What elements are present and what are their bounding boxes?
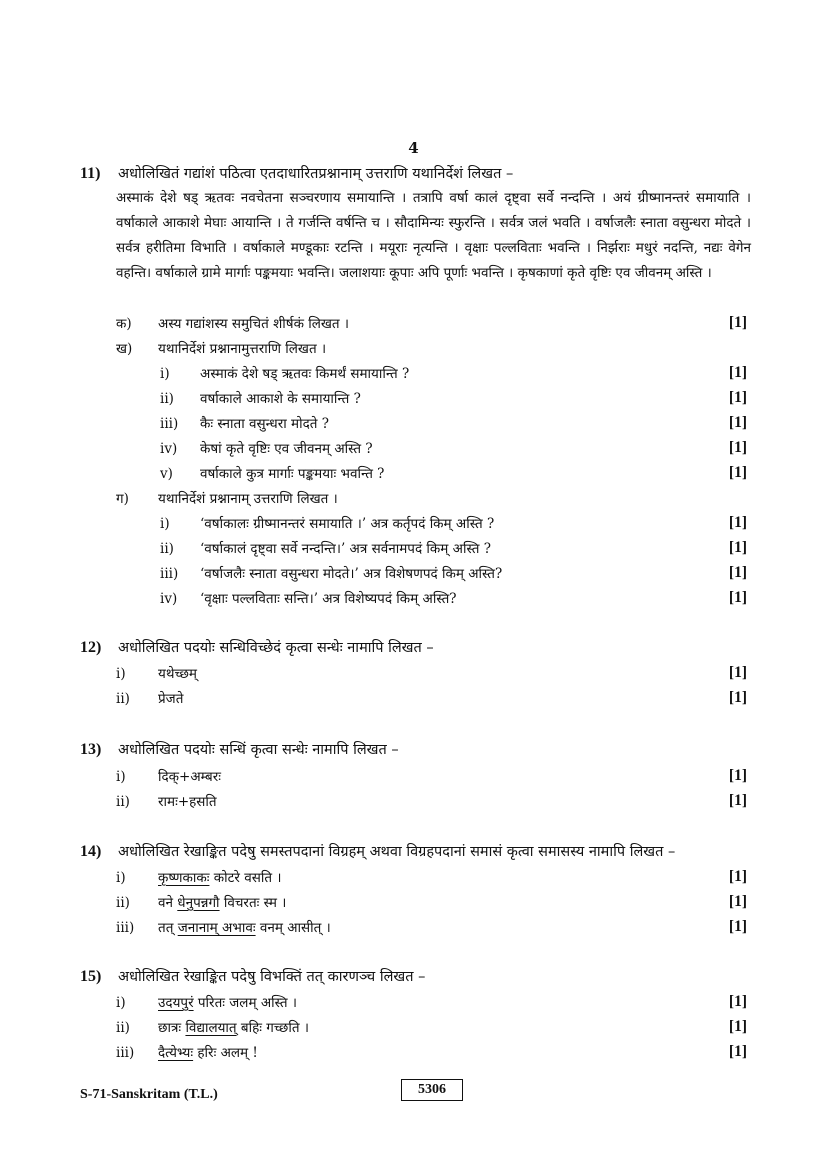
list-item: [160, 437, 373, 462]
item-text-rest: बहिः गच्छति ।: [236, 1020, 309, 1036]
marks: [1]: [728, 893, 747, 910]
paper-code-footer: S-71-Sanskritam (T.L.): [80, 1087, 218, 1102]
question-number: 13): [80, 741, 102, 758]
item-number: v): [160, 466, 173, 482]
sub-question-label: ग): [116, 491, 129, 507]
list-item: [116, 662, 197, 687]
item-number: ii): [160, 391, 174, 407]
item-text: [158, 866, 281, 891]
item-number: i): [116, 995, 126, 1011]
sub-question-label: ख): [116, 341, 133, 357]
page-number: 4: [408, 139, 419, 157]
item-number: ii): [116, 895, 130, 911]
item-number: ii): [116, 794, 130, 810]
sub-question-label: क): [116, 316, 132, 332]
list-item: [116, 687, 183, 712]
question-instruction: अधोलिखित पदयोः सन्धिविच्छेदं कृत्वा सन्धेः नामापि लिखत –: [118, 640, 434, 656]
question-number: 15): [80, 968, 102, 985]
marks: [1]: [728, 364, 747, 381]
list-item: [160, 537, 491, 562]
marks: [1]: [728, 868, 747, 885]
item-text: वर्षाकाले आकाशे के समायान्ति ?: [200, 391, 361, 407]
sub-question-text: अस्य गद्यांशस्य समुचितं शीर्षकं लिखत ।: [158, 316, 350, 332]
item-number: iii): [116, 1045, 135, 1061]
marks: [1]: [728, 664, 747, 681]
item-text-pre: तत्: [158, 920, 178, 936]
sub-question-ga: [116, 487, 338, 512]
marks: [1]: [728, 514, 747, 531]
question-instruction: अधोलिखित रेखाङ्कित पदेषु समस्तपदानां विग्रहम् अथवा विग्रहपदानां समासं कृत्वा समासस्य नामापि लिखत –: [118, 844, 676, 860]
reading-passage: अस्माकं देशे षड् ऋतवः नवचेतना सञ्चरणाय समायान्ति । तत्रापि वर्षा कालं दृष्ट्वा सर्वे नन्दन्ति । अयं ग्रीष्मानन्तरं समायाति । वर्षाकाले आकाशे मेघाः आयान्ति । ते गर्जन्ति वर्षन्ति च । सौदामिन्यः स्फुरन्ति । सर्वत्र जलं भवति । वर्षाजलैः स्नाता वसुन्धरा मोदते । सर्वत्र हरीतिमा विभाति । वर्षाकाले मण्डूकाः रटन्ति । मयूराः नृत्यन्ति । वृक्षाः पल्लविताः भवन्ति । निर्झराः मधुरं नदन्ति, नद्यः वेगेन वहन्ति। वर्षाकाले ग्रामे मार्गाः पङ्कमयाः भवन्ति। जलाशयाः कूपाः अपि पूर्णाः भवन्ति । कृषकाणां कृते वृष्टिः एव जीवनम् अस्ति ।: [116, 190, 751, 281]
marks: [1]: [728, 564, 747, 581]
question-number: 12): [80, 639, 102, 656]
list-item: [116, 765, 221, 790]
list-item: [116, 916, 331, 941]
item-number: iii): [160, 566, 179, 582]
item-text: ‘वृक्षाः पल्लविताः सन्ति।’ अत्र विशेष्यपदं किम् अस्ति?: [200, 591, 457, 607]
question-instruction: अधोलिखित रेखाङ्कित पदेषु विभक्तिं तत् कारणञ्च लिखत –: [118, 969, 426, 985]
question-instruction: अधोलिखितं गद्यांशं पठित्वा एतदाधारितप्रश्नानाम् उत्तराणि यथानिर्देशं लिखत –: [118, 166, 514, 182]
marks: [1]: [728, 464, 747, 481]
item-number: iii): [160, 416, 179, 432]
marks: [1]: [728, 767, 747, 784]
list-item: [116, 1041, 258, 1066]
item-text: कैः स्नाता वसुन्धरा मोदते ?: [200, 416, 329, 432]
item-number: i): [116, 870, 126, 886]
marks: [1]: [728, 539, 747, 556]
item-text: [158, 891, 286, 916]
underlined-term: कृष्णकाकः: [158, 870, 210, 886]
item-text: ‘वर्षाकालं दृष्ट्वा सर्वे नन्दन्ति।’ अत्र सर्वनामपदं किम् अस्ति ?: [200, 541, 491, 557]
item-number: iv): [160, 591, 178, 607]
marks: [1]: [728, 589, 747, 606]
list-item: [160, 362, 409, 387]
item-text-rest: वनम् आसीत् ।: [255, 920, 331, 936]
item-text: रामः+हसति: [158, 794, 217, 810]
marks: [1]: [728, 1043, 747, 1060]
item-text: प्रेजते: [158, 691, 184, 707]
marks: [1]: [728, 439, 747, 456]
list-item: [160, 587, 457, 612]
question-12-heading: [80, 637, 747, 659]
item-text: [158, 1041, 258, 1066]
underlined-term: दैत्येभ्यः: [158, 1045, 194, 1061]
item-text: वर्षाकाले कुत्र मार्गाः पङ्कमयाः भवन्ति ?: [200, 466, 385, 482]
list-item: [160, 512, 494, 537]
item-text: केषां कृते वृष्टिः एव जीवनम् अस्ति ?: [200, 441, 373, 457]
underlined-term: उदयपुरं: [158, 995, 194, 1011]
question-number: 14): [80, 843, 102, 860]
sub-question-ka: [116, 312, 349, 337]
marks: [1]: [728, 414, 747, 431]
sub-question-kha: [116, 337, 326, 362]
question-instruction: अधोलिखित पदयोः सन्धिं कृत्वा सन्धेः नामापि लिखत –: [118, 742, 399, 758]
item-text: [158, 1016, 309, 1041]
question-11-heading: [80, 163, 747, 185]
item-number: i): [116, 769, 126, 785]
marks: [1]: [728, 689, 747, 706]
list-item: [160, 412, 329, 437]
underlined-term: विद्यालयात्: [185, 1020, 237, 1036]
underlined-term: धेनुपन्नगौ: [177, 895, 220, 911]
item-text-rest: विचरतः स्म ।: [219, 895, 287, 911]
page-code-box: 5306: [401, 1079, 463, 1101]
list-item: [116, 991, 297, 1016]
list-item: [116, 866, 281, 891]
list-item: [116, 1016, 309, 1041]
item-text-rest: कोटरे वसति ।: [209, 870, 282, 886]
marks: [1]: [728, 314, 747, 331]
marks: [1]: [728, 993, 747, 1010]
item-text: [158, 916, 331, 941]
item-number: i): [160, 366, 170, 382]
item-text-rest: परितः जलम् अस्ति ।: [193, 995, 297, 1011]
item-text: अस्माकं देशे षड् ऋतवः किमर्थं समायान्ति ?: [200, 366, 410, 382]
item-text: दिक्+अम्बरः: [158, 769, 222, 785]
marks: [1]: [728, 1018, 747, 1035]
list-item: [160, 387, 361, 412]
sub-question-text: यथानिर्देशं प्रश्नानामुत्तराणि लिखत ।: [158, 341, 327, 357]
marks: [1]: [728, 389, 747, 406]
item-text: [158, 991, 297, 1016]
item-number: ii): [116, 691, 130, 707]
list-item: [160, 462, 384, 487]
marks: [1]: [728, 792, 747, 809]
item-text-rest: हरिः अलम् !: [193, 1045, 258, 1061]
item-number: ii): [160, 541, 174, 557]
item-number: i): [116, 666, 126, 682]
item-text: ‘वर्षाजलैः स्नाता वसुन्धरा मोदते।’ अत्र विशेषणपदं किम् अस्ति?: [200, 566, 503, 582]
item-number: ii): [116, 1020, 130, 1036]
item-text-pre: वने: [158, 895, 178, 911]
question-number: 11): [80, 165, 101, 182]
list-item: [116, 790, 217, 815]
question-15-heading: [80, 966, 747, 988]
item-number: iii): [116, 920, 135, 936]
question-14-heading: [80, 841, 747, 863]
marks: [1]: [728, 918, 747, 935]
item-text: ‘वर्षाकालः ग्रीष्मानन्तरं समायाति ।’ अत्र कर्तृपदं किम् अस्ति ?: [200, 516, 495, 532]
sub-question-text: यथानिर्देशं प्रश्नानाम् उत्तराणि लिखत ।: [158, 491, 338, 507]
item-text-pre: छात्रः: [158, 1020, 186, 1036]
item-number: i): [160, 516, 170, 532]
item-number: iv): [160, 441, 178, 457]
item-text: यथेच्छम्: [158, 666, 197, 682]
question-13-heading: [80, 739, 747, 761]
underlined-term: जनानाम् अभावः: [177, 920, 256, 936]
list-item: [160, 562, 502, 587]
list-item: [116, 891, 286, 916]
